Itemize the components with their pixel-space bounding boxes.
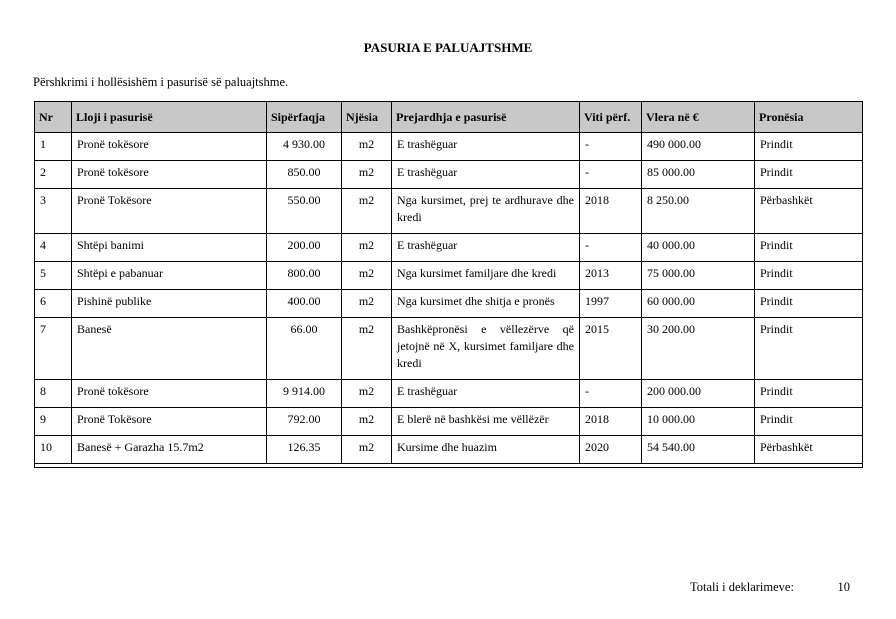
cell-nr: 3 (35, 189, 72, 234)
table-blank-row (35, 464, 863, 468)
cell-year: - (580, 161, 642, 189)
cell-nr: 5 (35, 262, 72, 290)
cell-area: 550.00 (267, 189, 342, 234)
cell-origin: Nga kursimet familjare dhe kredi (392, 262, 580, 290)
cell-value: 60 000.00 (642, 290, 755, 318)
cell-type: Pronë tokësore (72, 380, 267, 408)
cell-origin: E trashëguar (392, 380, 580, 408)
table-row (35, 133, 863, 161)
cell-type: Shtëpi e pabanuar (72, 262, 267, 290)
cell-unit: m2 (342, 380, 392, 408)
cell-type: Pronë Tokësore (72, 189, 267, 234)
cell-nr: 4 (35, 234, 72, 262)
cell-value: 200 000.00 (642, 380, 755, 408)
cell-value: 54 540.00 (642, 436, 755, 464)
cell-unit: m2 (342, 262, 392, 290)
cell-nr: 2 (35, 161, 72, 189)
assets-table (34, 101, 863, 468)
cell-type: Pronë Tokësore (72, 408, 267, 436)
cell-origin: Bashkëpronësi e vëllezërve që jetojnë në X, kursimet familjare dhe kredi (392, 318, 580, 380)
table-row (35, 380, 863, 408)
cell-ownership: Prindit (755, 408, 863, 436)
cell-year: - (580, 380, 642, 408)
cell-origin: E blerë në bashkësi me vëllëzër (392, 408, 580, 436)
cell-nr: 9 (35, 408, 72, 436)
cell-nr: 10 (35, 436, 72, 464)
cell-origin: Kursime dhe huazim (392, 436, 580, 464)
cell-origin: E trashëguar (392, 234, 580, 262)
table-row (35, 234, 863, 262)
cell-ownership: Prindit (755, 380, 863, 408)
table-row (35, 290, 863, 318)
cell-area: 66.00 (267, 318, 342, 380)
cell-nr: 8 (35, 380, 72, 408)
cell-unit: m2 (342, 436, 392, 464)
cell-year: 2015 (580, 318, 642, 380)
column-header-unit: Njësia (342, 102, 392, 133)
cell-area: 200.00 (267, 234, 342, 262)
cell-type: Shtëpi banimi (72, 234, 267, 262)
page-title: PASURIA E PALUAJTSHME (363, 40, 533, 55)
cell-value: 85 000.00 (642, 161, 755, 189)
column-header-year: Viti përf. (580, 102, 642, 133)
cell-ownership: Prindit (755, 262, 863, 290)
table-row (35, 262, 863, 290)
cell-year: 2018 (580, 189, 642, 234)
cell-origin: Nga kursimet, prej te ardhurave dhe kredi (392, 189, 580, 234)
cell-year: - (580, 133, 642, 161)
cell-year: - (580, 234, 642, 262)
cell-value: 40 000.00 (642, 234, 755, 262)
page-subtitle: Përshkrimi i hollësishëm i pasurisë së paluajtshme. (33, 75, 289, 89)
cell-origin: Nga kursimet dhe shitja e pronës (392, 290, 580, 318)
cell-area: 400.00 (267, 290, 342, 318)
cell-value: 75 000.00 (642, 262, 755, 290)
cell-value: 490 000.00 (642, 133, 755, 161)
cell-origin: E trashëguar (392, 161, 580, 189)
cell-area: 4 930.00 (267, 133, 342, 161)
cell-ownership: Prindit (755, 161, 863, 189)
column-header-ownership: Pronësia (755, 102, 863, 133)
cell-origin: E trashëguar (392, 133, 580, 161)
cell-ownership: Prindit (755, 318, 863, 380)
cell-value: 30 200.00 (642, 318, 755, 380)
table-row (35, 408, 863, 436)
cell-nr: 7 (35, 318, 72, 380)
cell-type: Banesë (72, 318, 267, 380)
cell-year: 2018 (580, 408, 642, 436)
cell-unit: m2 (342, 408, 392, 436)
column-header-value: Vlera në € (642, 102, 755, 133)
table-header-row (35, 102, 863, 133)
cell-ownership: Prindit (755, 290, 863, 318)
cell-unit: m2 (342, 133, 392, 161)
cell-ownership: Përbashkët (755, 436, 863, 464)
cell-type: Pishinë publike (72, 290, 267, 318)
cell-unit: m2 (342, 318, 392, 380)
cell-value: 10 000.00 (642, 408, 755, 436)
cell-unit: m2 (342, 189, 392, 234)
column-header-area: Sipërfaqja (267, 102, 342, 133)
cell-nr: 6 (35, 290, 72, 318)
cell-year: 2020 (580, 436, 642, 464)
cell-year: 1997 (580, 290, 642, 318)
cell-area: 126.35 (267, 436, 342, 464)
cell-ownership: Prindit (755, 133, 863, 161)
table-row (35, 189, 863, 234)
total-value: 10 (837, 580, 850, 594)
cell-ownership: Prindit (755, 234, 863, 262)
column-header-nr: Nr (35, 102, 72, 133)
cell-year: 2013 (580, 262, 642, 290)
table-row (35, 436, 863, 464)
cell-type: Pronë tokësore (72, 161, 267, 189)
cell-area: 792.00 (267, 408, 342, 436)
cell-nr: 1 (35, 133, 72, 161)
total-label: Totali i deklarimeve: (690, 580, 794, 594)
blank-cell (35, 464, 863, 468)
cell-unit: m2 (342, 290, 392, 318)
table-row (35, 318, 863, 380)
cell-type: Pronë tokësore (72, 133, 267, 161)
cell-area: 9 914.00 (267, 380, 342, 408)
cell-unit: m2 (342, 234, 392, 262)
cell-unit: m2 (342, 161, 392, 189)
column-header-type: Lloji i pasurisë (72, 102, 267, 133)
cell-area: 800.00 (267, 262, 342, 290)
table-row (35, 161, 863, 189)
column-header-origin: Prejardhja e pasurisë (392, 102, 580, 133)
cell-value: 8 250.00 (642, 189, 755, 234)
cell-area: 850.00 (267, 161, 342, 189)
cell-type: Banesë + Garazha 15.7m2 (72, 436, 267, 464)
cell-ownership: Përbashkët (755, 189, 863, 234)
